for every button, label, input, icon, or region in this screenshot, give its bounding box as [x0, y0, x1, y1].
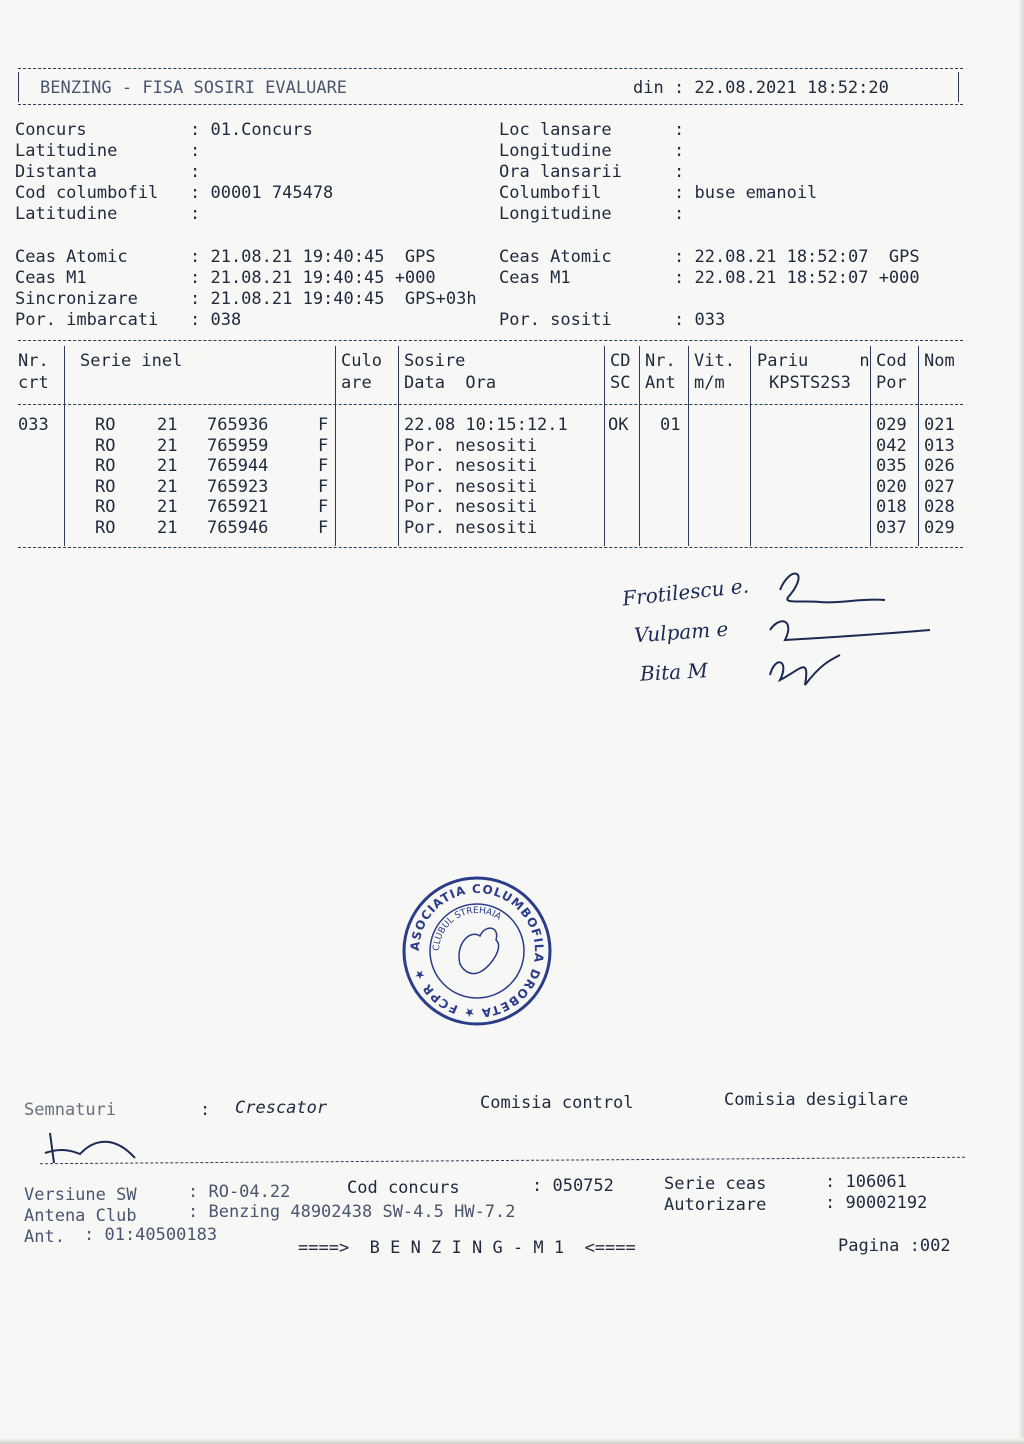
- autorizare-label: Autorizare: [664, 1195, 767, 1215]
- antena-club-value: : Benzing 48902438 SW-4.5 HW-7.2: [188, 1202, 516, 1222]
- document-title: BENZING - FISA SOSIRI EVALUARE: [40, 78, 348, 98]
- autorizare-value: : 90002192: [825, 1193, 928, 1213]
- header-vit-1: Vit.: [694, 351, 735, 371]
- row-5-year: 21: [157, 497, 178, 518]
- header-crt: crt: [18, 373, 49, 393]
- header-top-rule: [18, 68, 963, 69]
- latitudine-label: Latitudine: [15, 141, 118, 161]
- ceas-atomic-right-label: Ceas Atomic: [499, 247, 612, 267]
- cod-concurs-label: Cod concurs: [347, 1178, 460, 1198]
- row-2-ring: 765959: [207, 435, 269, 456]
- row-6-sex: F: [318, 518, 329, 538]
- col-sep-culoare: [398, 346, 399, 546]
- header-right-bar: [958, 72, 959, 102]
- row-1-sex: F: [318, 415, 329, 435]
- header-sosire: Sosire: [404, 351, 466, 371]
- header-pariu-2: KPSTS2S3: [769, 373, 851, 393]
- table-top-rule: [18, 340, 963, 341]
- header-vit-2: m/m: [694, 373, 725, 393]
- row-4-year: 21: [157, 476, 178, 497]
- comisia-desigilare-label: Comisia desigilare: [724, 1090, 909, 1110]
- latitudine-value: :: [190, 141, 201, 161]
- row-4-sex: F: [318, 476, 329, 497]
- header-culoare-1: Culo: [341, 351, 382, 371]
- row-1-cod: 029: [876, 415, 907, 435]
- header-cd: CD: [610, 351, 631, 371]
- ceas-atomic-right-value: : 22.08.21 18:52:07 GPS: [674, 247, 920, 267]
- page-edge-shadow: [1018, 0, 1024, 1444]
- crescator-label: Crescator: [235, 1098, 328, 1118]
- distanta-label: Distanta: [15, 162, 97, 182]
- header-nr-ant-2: Ant: [645, 373, 676, 393]
- comisia-control-label: Comisia control: [480, 1093, 634, 1113]
- loc-lansare-label: Loc lansare: [499, 120, 612, 140]
- row-1-nom: 021: [924, 415, 955, 435]
- page-bottom-shadow: [0, 1438, 1024, 1444]
- header-bottom-rule: [18, 104, 963, 105]
- row-1-year: 21: [157, 415, 178, 435]
- header-cod-1: Cod: [876, 351, 907, 371]
- row-6-country: RO: [95, 518, 116, 538]
- ant-label: Ant.: [24, 1227, 65, 1247]
- page-number: Pagina :002: [838, 1236, 951, 1256]
- semnaturi-label: Semnaturi: [24, 1100, 117, 1120]
- handwritten-name-2: Vulpam e: [633, 616, 730, 648]
- handwritten-name-1: Frotilescu e.: [621, 573, 750, 611]
- commission-signatures: [760, 560, 940, 700]
- por-sositi-label: Por. sositi: [499, 310, 612, 330]
- row-3-sex: F: [318, 456, 329, 477]
- col-sep-vit: [750, 346, 751, 546]
- row-3-ring: 765944: [207, 456, 269, 477]
- row-1-nrant: 01: [660, 415, 681, 435]
- ceas-atomic-label: Ceas Atomic: [15, 247, 128, 267]
- club-stamp: [400, 874, 554, 1028]
- crescator-signature: [40, 1128, 150, 1178]
- antena-club-label: Antena Club: [24, 1206, 137, 1226]
- col-sep-cod: [918, 346, 919, 546]
- ceas-atomic-value: : 21.08.21 19:40:45 GPS: [190, 247, 436, 267]
- header-nr-ant-1: Nr.: [645, 351, 676, 371]
- row-3-year: 21: [157, 456, 178, 477]
- benzing-brand-line: ====> B E N Z I N G - M 1 <====: [298, 1238, 636, 1258]
- col-sep-cdsc: [639, 346, 640, 546]
- longitudine-label: Longitudine: [499, 141, 612, 161]
- semnaturi-colon: :: [200, 1100, 211, 1120]
- header-culoare-2: are: [341, 373, 372, 393]
- ceas-m1-right-label: Ceas M1: [499, 268, 571, 288]
- row-5-sex: F: [318, 497, 329, 518]
- concurs-label: Concurs: [15, 120, 87, 140]
- row-4-sosire: Por. nesositi: [404, 476, 538, 497]
- row-nr-crt: 033: [18, 415, 49, 435]
- report-datetime: din : 22.08.2021 18:52:20: [633, 78, 889, 98]
- handwritten-name-3: Bita M: [639, 658, 709, 686]
- row-1-country: RO: [95, 415, 116, 435]
- header-cod-2: Por: [876, 373, 907, 393]
- ora-lansarii-label: Ora lansarii: [499, 162, 622, 182]
- longitudine-2-label: Longitudine: [499, 204, 612, 224]
- row-5-nom: 028: [924, 497, 955, 518]
- longitudine-2-value: :: [674, 204, 685, 224]
- columbofil-value: : buse emanoil: [674, 183, 818, 203]
- cod-columbofil-value: : 00001 745478: [190, 183, 334, 203]
- versiune-sw-label: Versiune SW: [24, 1185, 137, 1205]
- row-2-year: 21: [157, 435, 178, 456]
- row-5-cod: 018: [876, 497, 907, 518]
- row-6-sosire: Por. nesositi: [404, 518, 538, 538]
- row-5-sosire: Por. nesositi: [404, 497, 538, 518]
- concurs-value: : 01.Concurs: [190, 120, 313, 140]
- header-nom: Nom: [924, 351, 955, 371]
- row-4-ring: 765923: [207, 476, 269, 497]
- col-sep-nr: [64, 346, 65, 546]
- row-6-year: 21: [157, 518, 178, 538]
- ant-value: : 01:40500183: [84, 1225, 218, 1245]
- stamp-outer-text: ASOCIATIA COLUMBOFILA DROBETA ★ FCPR ★: [407, 881, 547, 1021]
- serie-ceas-value: : 106061: [825, 1172, 907, 1192]
- row-2-sosire: Por. nesositi: [404, 435, 538, 456]
- header-pariu-1: Pariu n: [757, 351, 870, 371]
- row-6-ring: 765946: [207, 518, 269, 538]
- ceas-m1-value: : 21.08.21 19:40:45 +000: [190, 268, 436, 288]
- ora-lansarii-value: :: [674, 162, 685, 182]
- row-4-cod: 020: [876, 476, 907, 497]
- row-5-ring: 765921: [207, 497, 269, 518]
- sincronizare-value: : 21.08.21 19:40:45 GPS+03h: [190, 289, 477, 309]
- row-3-country: RO: [95, 456, 116, 477]
- cod-columbofil-label: Cod columbofil: [15, 183, 159, 203]
- columbofil-label: Columbofil: [499, 183, 602, 203]
- row-2-sex: F: [318, 435, 329, 456]
- por-imbarcati-label: Por. imbarcati: [15, 310, 159, 330]
- col-sep-sosire: [604, 346, 605, 546]
- distanta-value: :: [190, 162, 201, 182]
- ceas-m1-label: Ceas M1: [15, 268, 87, 288]
- header-sc: SC: [610, 373, 631, 393]
- por-imbarcati-value: : 038: [190, 310, 242, 330]
- header-serie-inel: Serie inel: [80, 351, 183, 371]
- serie-ceas-label: Serie ceas: [664, 1174, 767, 1194]
- header-nr: Nr.: [18, 351, 49, 371]
- row-6-nom: 029: [924, 518, 955, 538]
- col-sep-pariu: [870, 346, 871, 546]
- row-1-sosire: 22.08 10:15:12.1: [404, 415, 568, 435]
- row-5-country: RO: [95, 497, 116, 518]
- row-1-cdsc: OK: [608, 415, 629, 435]
- stamp-inner-text: CLUBUL STREHAIA: [431, 905, 503, 952]
- row-4-country: RO: [95, 476, 116, 497]
- row-2-nom: 013: [924, 435, 955, 456]
- pigeon-icon: [459, 928, 499, 973]
- header-left-bar: [18, 72, 19, 102]
- row-6-cod: 037: [876, 518, 907, 538]
- row-3-cod: 035: [876, 456, 907, 477]
- row-2-country: RO: [95, 435, 116, 456]
- row-3-nom: 026: [924, 456, 955, 477]
- row-4-nom: 027: [924, 476, 955, 497]
- longitudine-value: :: [674, 141, 685, 161]
- row-3-sosire: Por. nesositi: [404, 456, 538, 477]
- header-data-ora: Data Ora: [404, 373, 497, 393]
- svg-text:ASOCIATIA COLUMBOFILA DROBETA: [408, 882, 546, 1020]
- latitudine-2-label: Latitudine: [15, 204, 118, 224]
- col-sep-nrant: [688, 346, 689, 546]
- col-sep-serie: [335, 346, 336, 546]
- ceas-m1-right-value: : 22.08.21 18:52:07 +000: [674, 268, 920, 288]
- table-header-rule: [18, 404, 963, 405]
- cod-concurs-value: : 050752: [532, 1176, 614, 1196]
- versiune-sw-value: : RO-04.22: [188, 1182, 291, 1202]
- loc-lansare-value: :: [674, 120, 685, 140]
- table-bottom-rule: [18, 547, 963, 548]
- sincronizare-label: Sincronizare: [15, 289, 138, 309]
- por-sositi-value: : 033: [674, 310, 726, 330]
- row-1-ring: 765936: [207, 415, 269, 435]
- latitudine-2-value: :: [190, 204, 201, 224]
- footer-rule: [40, 1157, 965, 1164]
- row-2-cod: 042: [876, 435, 907, 456]
